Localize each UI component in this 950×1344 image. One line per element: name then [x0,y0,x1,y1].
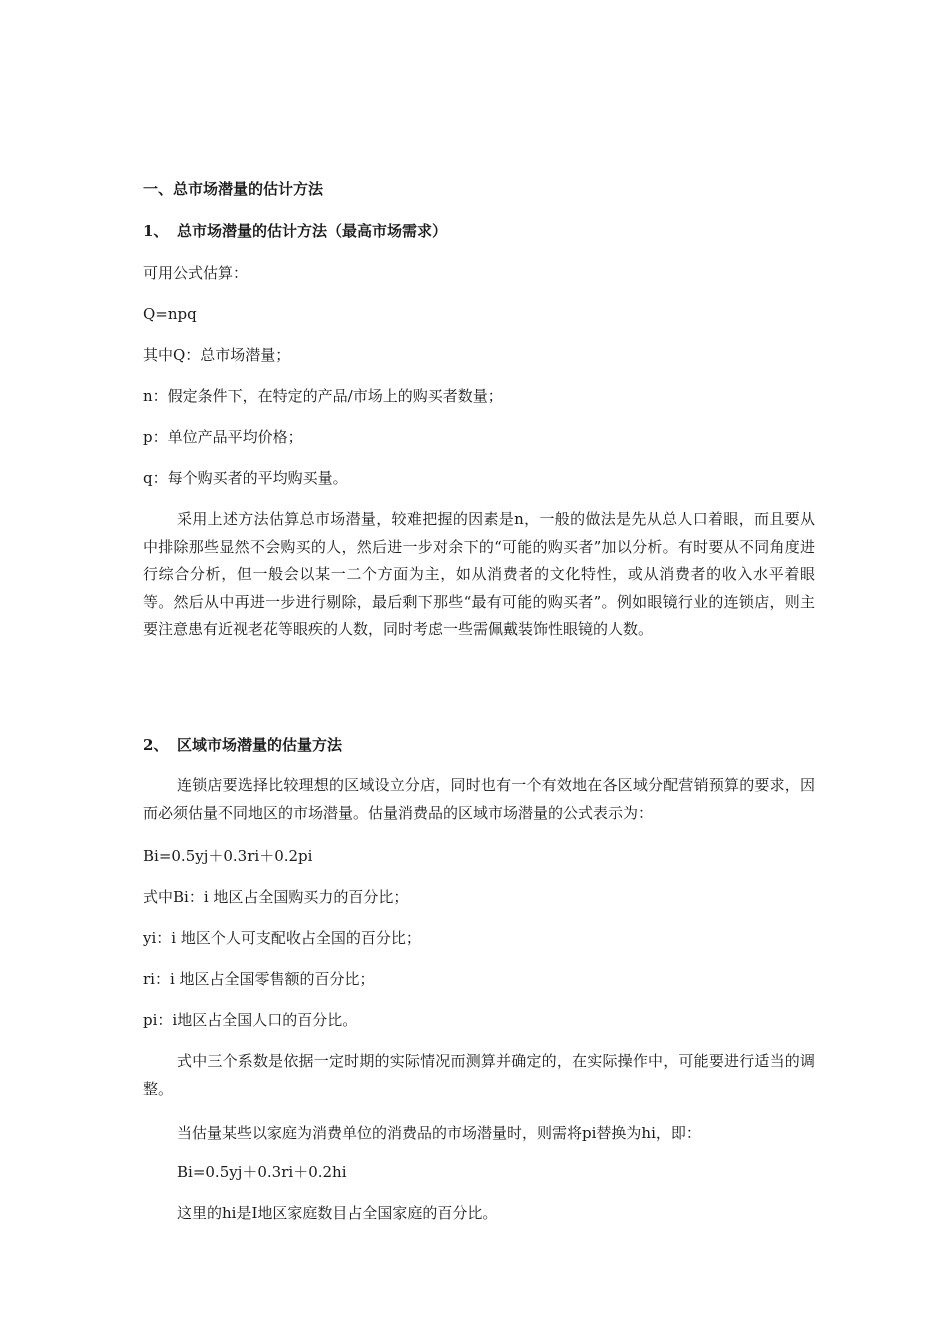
paragraph-total-market: 采用上述方法估算总市场潜量，较难把握的因素是n，一般的做法是先从总人口着眼，而且要从中排除那些显然不会购买的人，然后进一步对余下的“可能的购买者”加以分析。有时要从不同角度进行综合分析，但一般会以某一二个方面为主，如从消费者的文化特性，或从消费者的收入水平着眼等。然后从中再进一步进行剔除，最后剩下那些“最有可能的购买者”。例如眼镜行业的连锁店，则主要注意患有近视老花等眼疾的人数，同时考虑一些需佩戴装饰性眼镜的人数。 [143,510,815,639]
formula-intro: 可用公式估算： [143,264,249,282]
subsection-title: 区域市场潜量的估量方法 [177,736,343,754]
subsection-number: 1、 [143,222,169,240]
definition-p: p：单位产品平均价格； [143,428,303,446]
formula-regional: Bi=0.5yj＋0.3ri＋0.2pi [143,847,313,865]
definition-pi: pi：i地区占全国人口的百分比。 [143,1011,358,1029]
subsection-heading-1 [143,220,447,242]
formula-household: Bi=0.5yj＋0.3ri＋0.2hi [177,1163,347,1181]
subsection-title: 总市场潜量的估计方法（最高市场需求） [177,222,448,240]
section-heading: 一、总市场潜量的估计方法 [143,180,324,198]
definition-q: 其中Q：总市场潜量； [143,346,291,364]
definition-hi: 这里的hi是I地区家庭数目占全国家庭的百分比。 [177,1204,498,1222]
paragraph-household: 当估量某些以家庭为消费单位的消费品的市场潜量时，则需将pi替换为hi，即： [177,1124,701,1142]
definition-ri: ri：i 地区占全国零售额的百分比； [143,970,375,988]
formula-total: Q=npq [143,305,197,323]
paragraph-coefficients: 式中三个系数是依据一定时期的实际情况而测算并确定的，在实际操作中，可能要进行适当的调整。 [143,1052,815,1098]
definition-q-purchase: q：每个购买者的平均购买量。 [143,469,348,487]
subsection-number: 2、 [143,736,169,754]
subsection-heading-2 [143,734,342,756]
definition-yi: yi：i 地区个人可支配收占全国的百分比； [143,929,421,947]
paragraph-regional-intro: 连锁店要选择比较理想的区域设立分店，同时也有一个有效地在各区域分配营销预算的要求，因而必须估量不同地区的市场潜量。估量消费品的区域市场潜量的公式表示为： [143,776,815,822]
definition-n: n：假定条件下，在特定的产品/市场上的购买者数量； [143,387,503,405]
definition-bi: 式中Bi：i 地区占全国购买力的百分比； [143,888,409,906]
